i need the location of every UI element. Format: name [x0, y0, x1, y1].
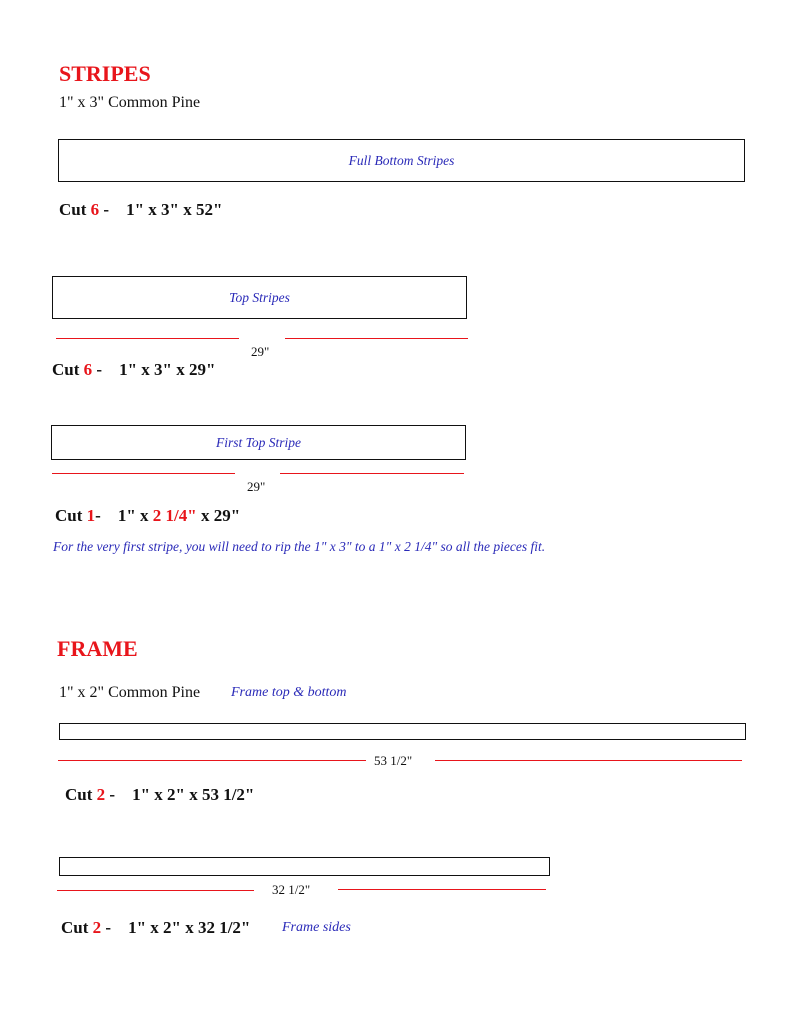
dimension-line-left — [52, 473, 235, 474]
cut-dash: - — [103, 200, 110, 219]
frame-sides-length: 32 1/2" — [272, 882, 311, 897]
top-stripes-length: 29" — [251, 344, 270, 359]
frame-top-bottom-note: Frame top & bottom — [231, 685, 347, 700]
full-bottom-stripes-label: Full Bottom Stripes — [348, 152, 455, 168]
cut-word: Cut — [65, 785, 93, 804]
cut-dimensions: 1" x 3" x 29" — [119, 360, 216, 379]
cut-dimensions: 1" x 2" x 32 1/2" — [128, 918, 251, 937]
frame-sides-note: Frame sides — [282, 920, 351, 935]
cut-dash: - — [95, 506, 101, 525]
cut-dim-red: 2 1/4" — [152, 506, 197, 525]
cut-dimensions: 1" x 3" x 52" — [126, 200, 223, 219]
cut-dimensions: 1" x 2" x 53 1/2" — [132, 785, 255, 804]
dimension-line-right — [338, 889, 546, 890]
dimension-line-right — [285, 338, 468, 339]
frame-material: 1" x 2" Common Pine — [59, 684, 201, 701]
stripes-heading: STRIPES — [59, 61, 151, 86]
first-top-stripe-label: First Top Stripe — [215, 434, 302, 450]
stripes-material: 1" x 3" Common Pine — [59, 94, 201, 111]
cut-word: Cut — [59, 200, 87, 219]
bottom-stripes-cut — [59, 200, 222, 220]
cut-quantity: 6 — [90, 200, 100, 219]
cut-dim-prefix: 1" x — [117, 506, 149, 525]
cut-quantity: 2 — [92, 918, 102, 937]
top-stripes-board — [52, 276, 467, 319]
first-top-stripe-board — [51, 425, 466, 460]
cut-dash: - — [96, 360, 103, 379]
cut-dim-suffix: x 29" — [200, 506, 241, 525]
full-bottom-stripes-board — [58, 139, 745, 182]
cut-dash: - — [109, 785, 116, 804]
first-top-stripe-length: 29" — [247, 479, 266, 494]
cut-dash: - — [105, 918, 112, 937]
frame-heading: FRAME — [57, 636, 138, 661]
cut-word: Cut — [52, 360, 80, 379]
dimension-line-left — [56, 338, 239, 339]
cut-quantity: 6 — [83, 360, 93, 379]
frame-top-bottom-cut — [65, 785, 254, 805]
dimension-line-left — [58, 760, 366, 761]
cut-quantity: 1 — [86, 506, 96, 525]
first-top-stripe-cut — [55, 506, 240, 526]
dimension-line-right — [435, 760, 742, 761]
dimension-line-left — [57, 890, 254, 891]
frame-sides-board — [59, 857, 550, 876]
frame-top-bottom-board — [59, 723, 746, 740]
cut-quantity: 2 — [96, 785, 106, 804]
cut-word: Cut — [61, 918, 89, 937]
rip-instruction-note: For the very first stripe, you will need to rip the 1" x 3" to a 1" x 2 1/4" so all the pieces fit. — [53, 539, 546, 554]
frame-sides-cut — [61, 918, 250, 938]
top-stripes-cut — [52, 360, 215, 380]
dimension-line-right — [280, 473, 464, 474]
frame-top-bottom-length: 53 1/2" — [374, 753, 413, 768]
cut-word: Cut — [55, 506, 83, 525]
top-stripes-label: Top Stripes — [229, 289, 290, 305]
